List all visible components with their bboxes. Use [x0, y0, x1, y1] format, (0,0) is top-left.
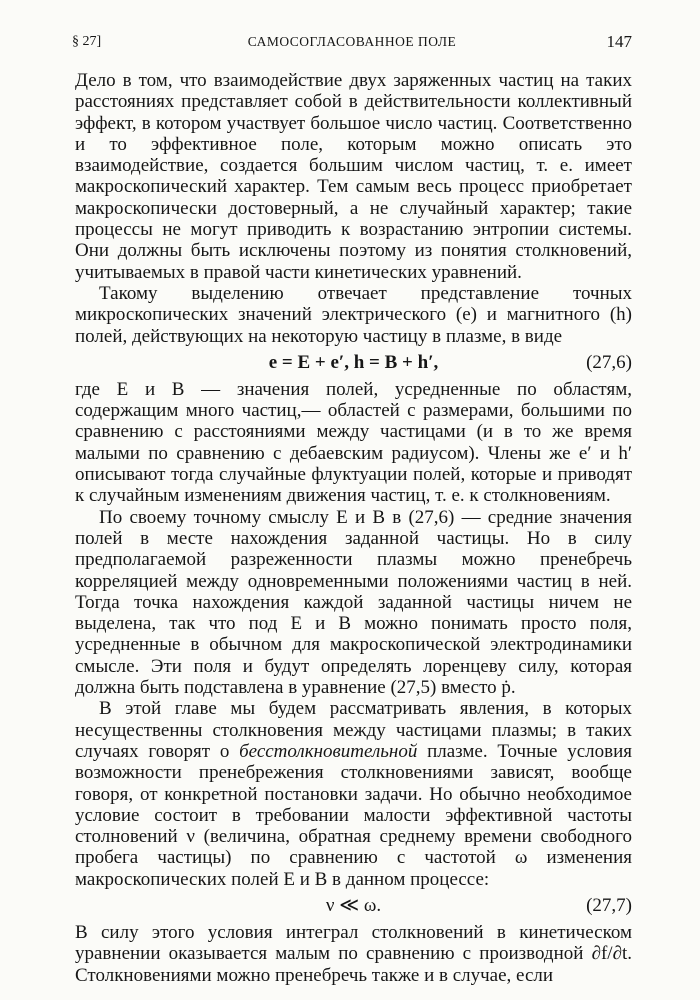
- page-number: 147: [606, 32, 632, 51]
- emphasized-term: бесстолкновительной: [239, 740, 418, 762]
- equation-expression: e = E + e′, h = B + h′,: [268, 351, 439, 373]
- section-marker: § 27]: [72, 34, 102, 49]
- page-body: [75, 70, 632, 986]
- paragraph-6: В силу этого условия интеграл столкновений в кинетическом уравнении оказывается малым по сравнению с производной ∂f/∂t. Столкновениями можно пренебречь также и в случае, если: [75, 921, 632, 986]
- paragraph-5: [75, 698, 632, 890]
- equation-number: (27,6): [586, 351, 632, 373]
- running-header: [72, 32, 632, 54]
- equation-27-7: [75, 890, 632, 922]
- equation-expression: ν ≪ ω.: [325, 894, 382, 916]
- equation-27-6: [75, 347, 632, 379]
- paragraph-2: Такому выделению отвечает представление точных микроскопических значений электрического (e) и магнитного (h) полей, действующих на некоторую частицу в плазме, в виде: [75, 282, 632, 347]
- paragraph-5-text-a: В этой главе мы будем рассматривать явления, в которых несущественны столкновения между частицами плазмы; в таких случаях говорят о: [75, 698, 632, 762]
- paragraph-4: По своему точному смыслу E и B в (27,6) — средние значения полей в месте нахождения заданной частицы. Но в силу предполагаемой разреженности плазмы можно пренебречь корреляцией между одновременными положениями частиц в ней. Тогда точка нахождения каждой заданной частицы ничем не выделена, так что под E и B можно понимать просто поля, усредненные в обычном для макроскопической электродинамики смысле. Эти поля и будут определять лоренцеву силу, которая должна быть подставлена в уравнение (27,5) вместо ṗ.: [75, 506, 632, 699]
- equation-number: (27,7): [586, 894, 632, 916]
- paragraph-1: Дело в том, что взаимодействие двух заряженных частиц на таких расстояниях представляет собой в действительности коллективный эффект, в котором участвует большое число частиц. Соответственно и то эффективное поле, которым можно описать это взаимодействие, создается большим числом частиц, т. е. имеет макроскопический характер. Тем самым весь процесс приобретает макроскопически достоверный, а не случайный характер; такие процессы не могут приводить к возрастанию энтропии системы. Они должны быть исключены поэтому из понятия столкновений, учитываемых в правой части кинетических уравнений.: [75, 70, 632, 283]
- paragraph-5-text-b: плазме. Точные условия возможности пренебрежения столкновениями зависят, вообще говоря, от конкретной постановки задачи. Но обычно необходимое условие состоит в требовании малости эффективной частоты столновений ν (величина, обратная среднему времени свободного пробега частицы) по сравнению с частотой ω изменения макроскопических полей E и B в данном процессе:: [75, 740, 632, 890]
- running-title: САМОСОГЛАСОВАННОЕ ПОЛЕ: [247, 34, 457, 49]
- paragraph-3: где E и B — значения полей, усредненные по областям, содержащим много частиц,— областей с размерами, большими по сравнению с расстояниями между частицами (и в то же время малыми по сравнению с дебаевским радиусом). Члены же e′ и h′ описывают тогда случайные флуктуации полей, которые и приводят к случайным изменениям движения частиц, т. е. к столкновениям.: [75, 378, 632, 507]
